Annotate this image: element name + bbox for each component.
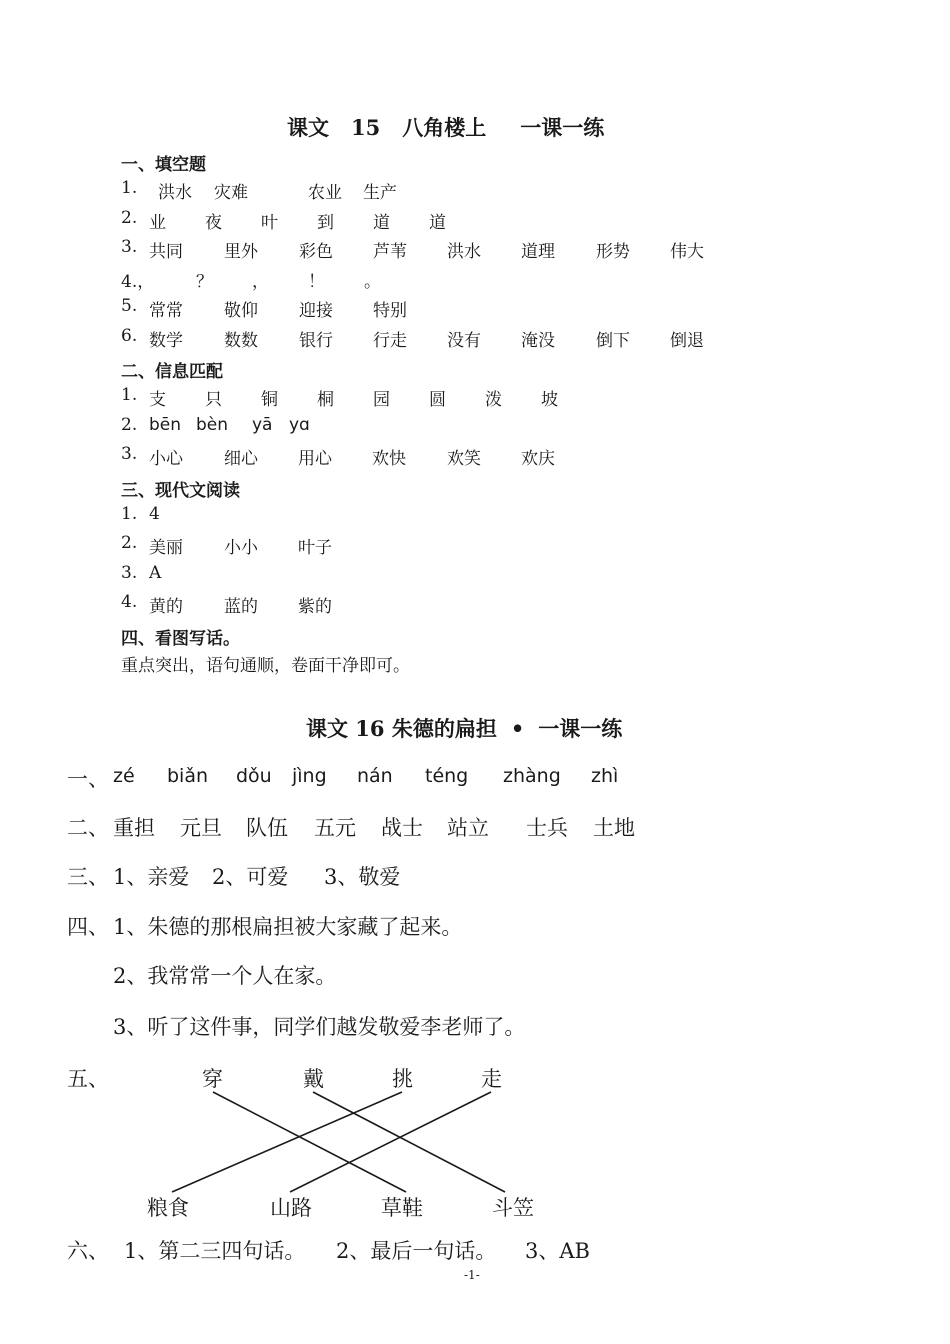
match-top-word: 穿 xyxy=(202,1067,223,1091)
match-bottom-word: 山路 xyxy=(270,1196,312,1220)
match-line xyxy=(172,1092,402,1192)
match-bottom-word: 粮食 xyxy=(147,1196,189,1220)
answer-row: 4.， ？ ， ！ 。 xyxy=(121,272,381,292)
answer-row: 3. A xyxy=(121,563,162,583)
match-top-word: 走 xyxy=(481,1067,502,1091)
match-bottom-word: 斗笠 xyxy=(492,1196,534,1220)
match-line xyxy=(290,1092,491,1192)
answer-text: 3、听了这件事，同学们越发敬爱李老师了。 xyxy=(113,1015,526,1039)
match-line xyxy=(213,1092,406,1192)
answer-text: 重点突出，语句通顺，卷面干净即可。 xyxy=(121,656,410,676)
question-1: 一、 zé biǎn dǒu jìng nán téng zhàng zhì xyxy=(67,765,619,791)
section-heading: 三、现代文阅读 xyxy=(121,481,240,501)
match-bottom-word: 草鞋 xyxy=(381,1196,423,1220)
answer-row: 5. 常常 敬仰 迎接 特别 xyxy=(121,296,407,321)
section-heading: 四、看图写话。 xyxy=(121,629,240,649)
section-heading: 二、信息匹配 xyxy=(121,362,223,382)
question-6: 六、 1、第二三四句话。 2、最后一句话。 3、AB xyxy=(67,1239,590,1263)
lesson16-title: 课文 16 朱德的扁担 • 一课一练 xyxy=(306,716,623,741)
match-top-word: 挑 xyxy=(392,1067,413,1091)
answer-row: 1. 支 只 铜 桐 园 圆 泼 坡 xyxy=(121,385,558,410)
answer-row: 2. 业 夜 叶 到 道 道 xyxy=(121,208,446,233)
answer-row: 2. 美丽 小小 叶子 xyxy=(121,533,332,558)
match-line xyxy=(313,1092,505,1192)
match-top-word: 戴 xyxy=(303,1067,324,1091)
answer-row: 1. 4 xyxy=(121,504,160,524)
page-number: -1- xyxy=(464,1268,480,1282)
question-2: 二、 重担 元旦 队伍 五元 战士 站立 士兵 土地 xyxy=(67,816,635,840)
question-5-label: 五、 xyxy=(67,1067,109,1091)
answer-row: 4. 黄的 蓝的 紫的 xyxy=(121,592,332,617)
answer-row: 3. 小心 细心 用心 欢快 欢笑 欢庆 xyxy=(121,444,555,469)
answer-row: 6. 数学 数数 银行 行走 没有 淹没 倒下 倒退 xyxy=(121,326,704,351)
question-4: 四、 1、朱德的那根扁担被大家藏了起来。 xyxy=(67,915,463,939)
answer-text: 2、我常常一个人在家。 xyxy=(113,964,337,988)
answer-row: 3. 共同 里外 彩色 芦苇 洪水 道理 形势 伟大 xyxy=(121,237,704,262)
answer-row: 2. bēn bèn yā yɑ xyxy=(121,415,310,435)
question-3: 三、 1、亲爱 2、可爱 3、敬爱 xyxy=(67,865,401,889)
lesson15-title: 课文 15 八角楼上 一课一练 xyxy=(287,115,605,140)
section-heading: 一、填空题 xyxy=(121,155,206,175)
answer-row: 1. 洪水 灾难 农业 生产 xyxy=(121,178,397,203)
